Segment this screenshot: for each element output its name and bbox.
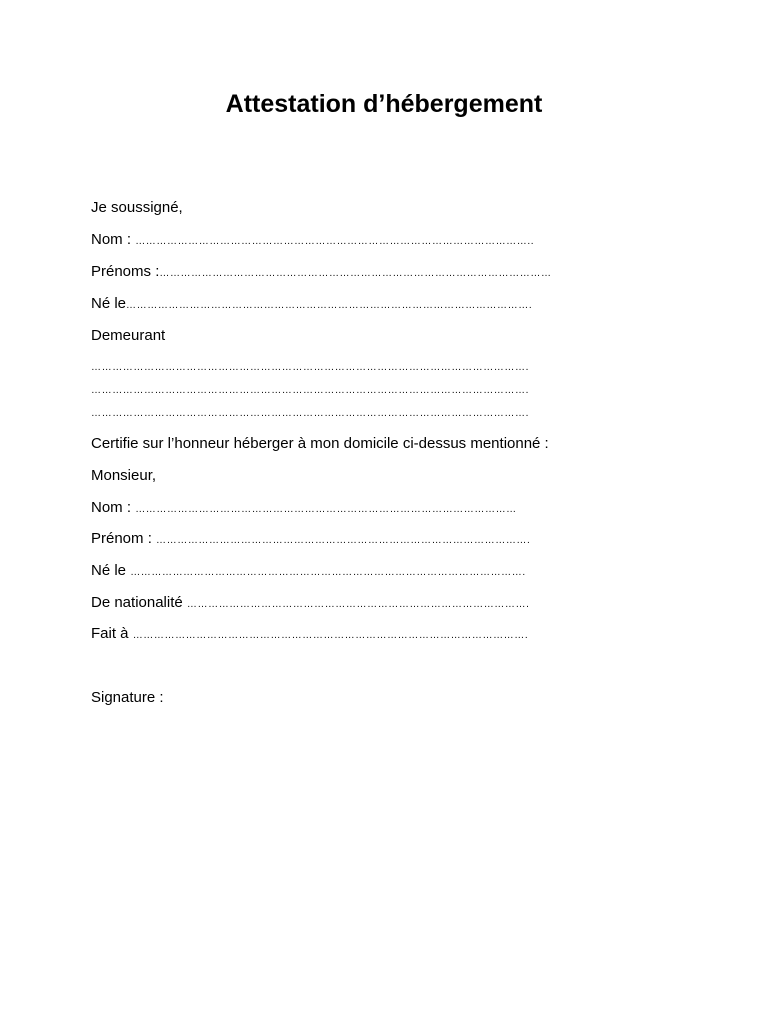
guest-born-field: Né le …………………………………………………………………………………………………. — [91, 561, 526, 583]
dot-leader: ……………………………………………………………………………………. — [186, 599, 530, 610]
guest-firstname-field: Prénom : ……………………………………………………………………………………………. — [91, 529, 530, 551]
dot-leader: ……………………………………………………………………………………………… — [135, 504, 517, 515]
signature-label: Signature : — [91, 689, 164, 706]
certify-text: Certifie sur l’honneur héberger à mon domicile ci-dessus mentionné : — [91, 435, 549, 452]
dot-leader: ……………………………………………………………………………………………………………. — [91, 362, 529, 373]
dot-leader: ……………………………………………………………………………………………. — [156, 535, 531, 546]
dot-leader: ………………………………………………………………………………………………….. — [135, 236, 535, 247]
host-name-field: Nom : ………………………………………………………………………………………………….. — [91, 230, 534, 252]
residing-label: Demeurant — [91, 327, 166, 344]
nationality-field: De nationalité ……………………………………………………………………………………. — [91, 593, 529, 615]
dot-leader: ……………………………………………………………………………………………………. — [126, 300, 533, 311]
dot-leader: …………………………………………………………………………………………………. — [130, 567, 526, 578]
dot-leader: ………………………………………………………………………………………………… — [159, 268, 552, 279]
host-born-field: Né le……………………………………………………………………………………………………. — [91, 294, 532, 316]
host-firstnames-field: Prénoms :………………………………………………………………………………………………… — [91, 262, 552, 284]
done-at-field: Fait à …………………………………………………………………………………………………. — [91, 624, 528, 646]
guest-name-field: Nom : ……………………………………………………………………………………………… — [91, 498, 517, 520]
document-title: Attestation d’hébergement — [225, 90, 543, 118]
address-line-1 — [91, 356, 529, 378]
dot-leader: ……………………………………………………………………………………………………………. — [91, 385, 529, 396]
address-line-3 — [91, 402, 529, 424]
dot-leader: …………………………………………………………………………………………………. — [132, 630, 529, 641]
dot-leader: ……………………………………………………………………………………………………………. — [91, 408, 529, 419]
intro-text: Je soussigné, — [91, 199, 183, 216]
address-line-2 — [91, 379, 529, 401]
salutation-text: Monsieur, — [91, 467, 157, 484]
